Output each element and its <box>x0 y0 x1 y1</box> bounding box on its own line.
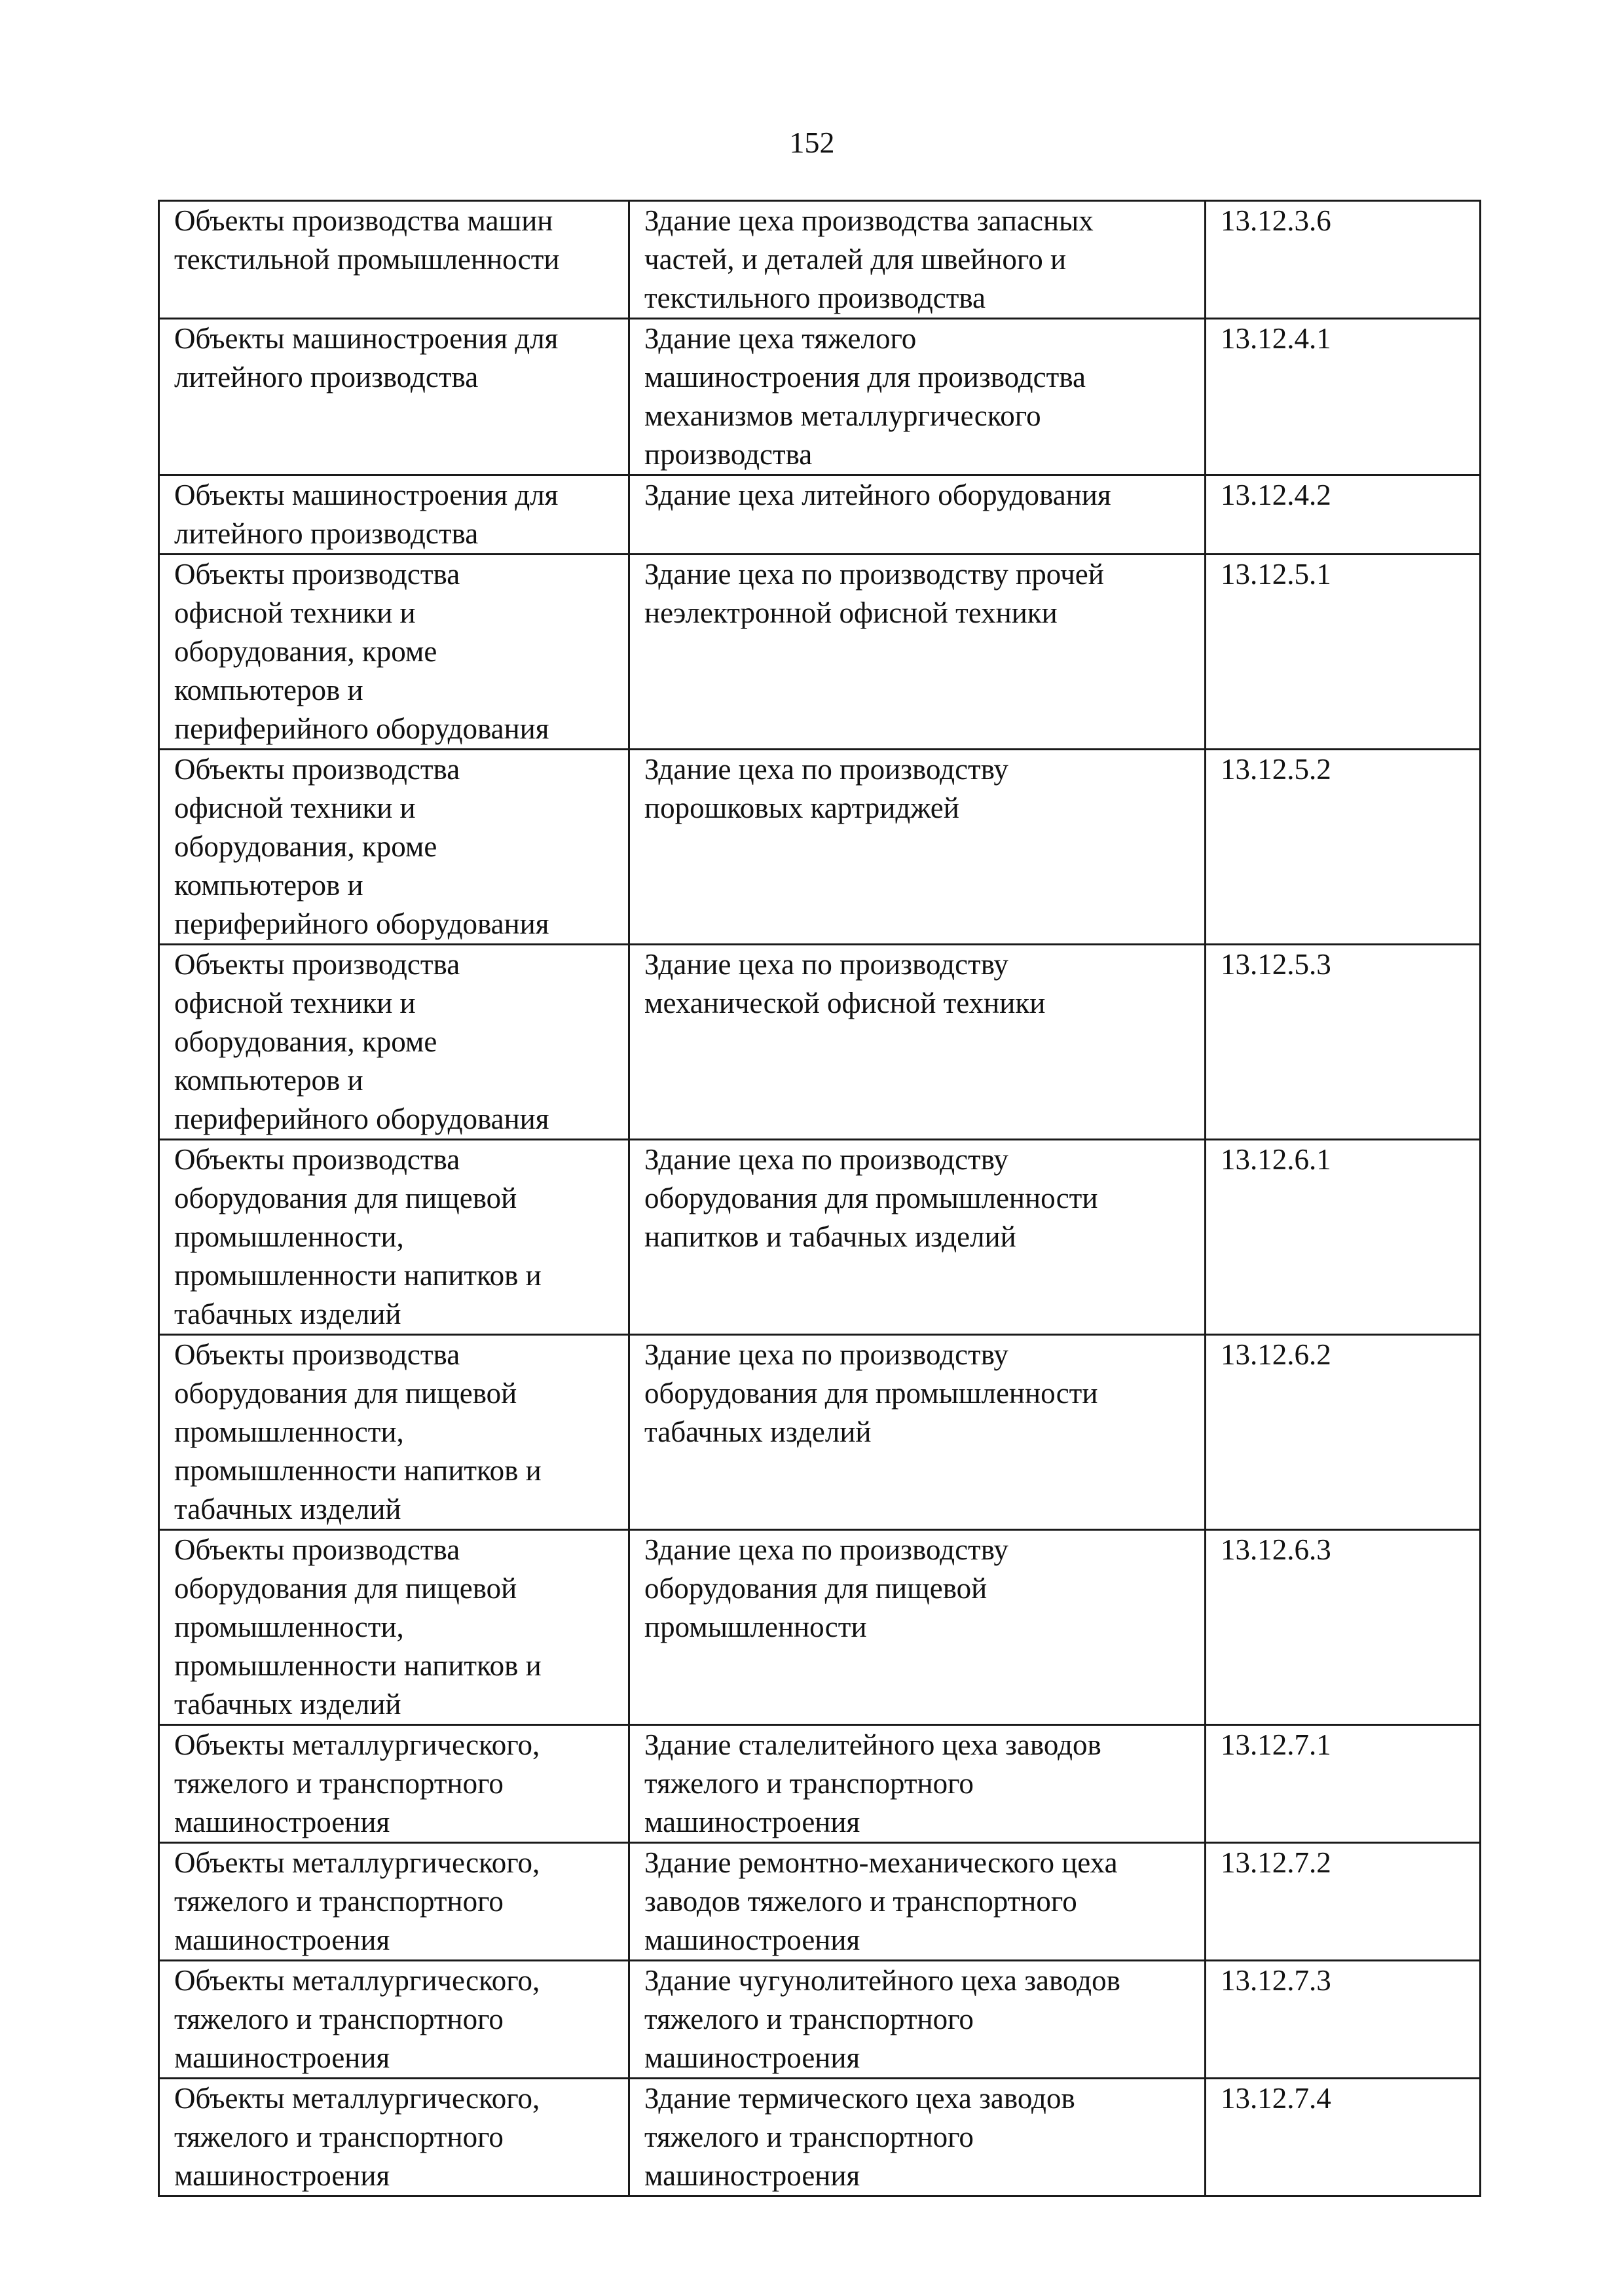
page-number: 152 <box>789 126 835 159</box>
object-type-cell: Объекты производства офисной техники и оборудования, кроме компьютеров и периферийного оборудования <box>159 750 629 945</box>
table-row <box>159 1530 1481 1725</box>
building-cell: Здание термического цеха заводов тяжелого и транспортного машиностроения <box>629 2079 1206 2196</box>
building-cell: Здание цеха по производству механической офисной техники <box>629 945 1206 1140</box>
building-cell: Здание цеха по производству порошковых картриджей <box>629 750 1206 945</box>
table-row <box>159 1725 1481 1843</box>
object-type-cell: Объекты металлургического, тяжелого и транспортного машиностроения <box>159 1843 629 1961</box>
object-type-cell: Объекты производства машин текстильной промышленности <box>159 201 629 319</box>
code-cell: 13.12.7.3 <box>1206 1961 1481 2079</box>
building-cell: Здание ремонтно-механического цеха заводов тяжелого и транспортного машиностроения <box>629 1843 1206 1961</box>
code-cell: 13.12.4.1 <box>1206 319 1481 475</box>
code-cell: 13.12.3.6 <box>1206 201 1481 319</box>
code-cell: 13.12.7.2 <box>1206 1843 1481 1961</box>
building-cell: Здание цеха производства запасных частей, и деталей для швейного и текстильного производства <box>629 201 1206 319</box>
table-row <box>159 319 1481 475</box>
table-row <box>159 1335 1481 1530</box>
object-type-cell: Объекты машиностроения для литейного производства <box>159 319 629 475</box>
object-type-cell: Объекты металлургического, тяжелого и транспортного машиностроения <box>159 1725 629 1843</box>
building-cell: Здание сталелитейного цеха заводов тяжелого и транспортного машиностроения <box>629 1725 1206 1843</box>
code-cell: 13.12.6.3 <box>1206 1530 1481 1725</box>
object-type-cell: Объекты производства оборудования для пищевой промышленности, промышленности напитков и табачных изделий <box>159 1530 629 1725</box>
building-cell: Здание цеха тяжелого машиностроения для производства механизмов металлургического производства <box>629 319 1206 475</box>
table-row <box>159 555 1481 750</box>
object-type-cell: Объекты производства оборудования для пищевой промышленности, промышленности напитков и табачных изделий <box>159 1140 629 1335</box>
table-row <box>159 1140 1481 1335</box>
table-row <box>159 750 1481 945</box>
registry-table <box>158 200 1481 2197</box>
table-row <box>159 1961 1481 2079</box>
building-cell: Здание цеха по производству оборудования для пищевой промышленности <box>629 1530 1206 1725</box>
object-type-cell: Объекты металлургического, тяжелого и транспортного машиностроения <box>159 2079 629 2196</box>
table-row <box>159 475 1481 555</box>
table-row <box>159 201 1481 319</box>
table-row <box>159 1843 1481 1961</box>
code-cell: 13.12.5.3 <box>1206 945 1481 1140</box>
object-type-cell: Объекты машиностроения для литейного производства <box>159 475 629 555</box>
object-type-cell: Объекты производства офисной техники и оборудования, кроме компьютеров и периферийного оборудования <box>159 945 629 1140</box>
building-cell: Здание цеха по производству прочей неэлектронной офисной техники <box>629 555 1206 750</box>
table-row <box>159 945 1481 1140</box>
building-cell: Здание чугунолитейного цеха заводов тяжелого и транспортного машиностроения <box>629 1961 1206 2079</box>
code-cell: 13.12.5.2 <box>1206 750 1481 945</box>
object-type-cell: Объекты производства оборудования для пищевой промышленности, промышленности напитков и табачных изделий <box>159 1335 629 1530</box>
code-cell: 13.12.7.1 <box>1206 1725 1481 1843</box>
code-cell: 13.12.6.2 <box>1206 1335 1481 1530</box>
building-cell: Здание цеха литейного оборудования <box>629 475 1206 555</box>
code-cell: 13.12.7.4 <box>1206 2079 1481 2196</box>
building-cell: Здание цеха по производству оборудования для промышленности табачных изделий <box>629 1335 1206 1530</box>
code-cell: 13.12.5.1 <box>1206 555 1481 750</box>
table-row <box>159 2079 1481 2196</box>
code-cell: 13.12.4.2 <box>1206 475 1481 555</box>
object-type-cell: Объекты металлургического, тяжелого и транспортного машиностроения <box>159 1961 629 2079</box>
code-cell: 13.12.6.1 <box>1206 1140 1481 1335</box>
object-type-cell: Объекты производства офисной техники и оборудования, кроме компьютеров и периферийного оборудования <box>159 555 629 750</box>
building-cell: Здание цеха по производству оборудования для промышленности напитков и табачных изделий <box>629 1140 1206 1335</box>
